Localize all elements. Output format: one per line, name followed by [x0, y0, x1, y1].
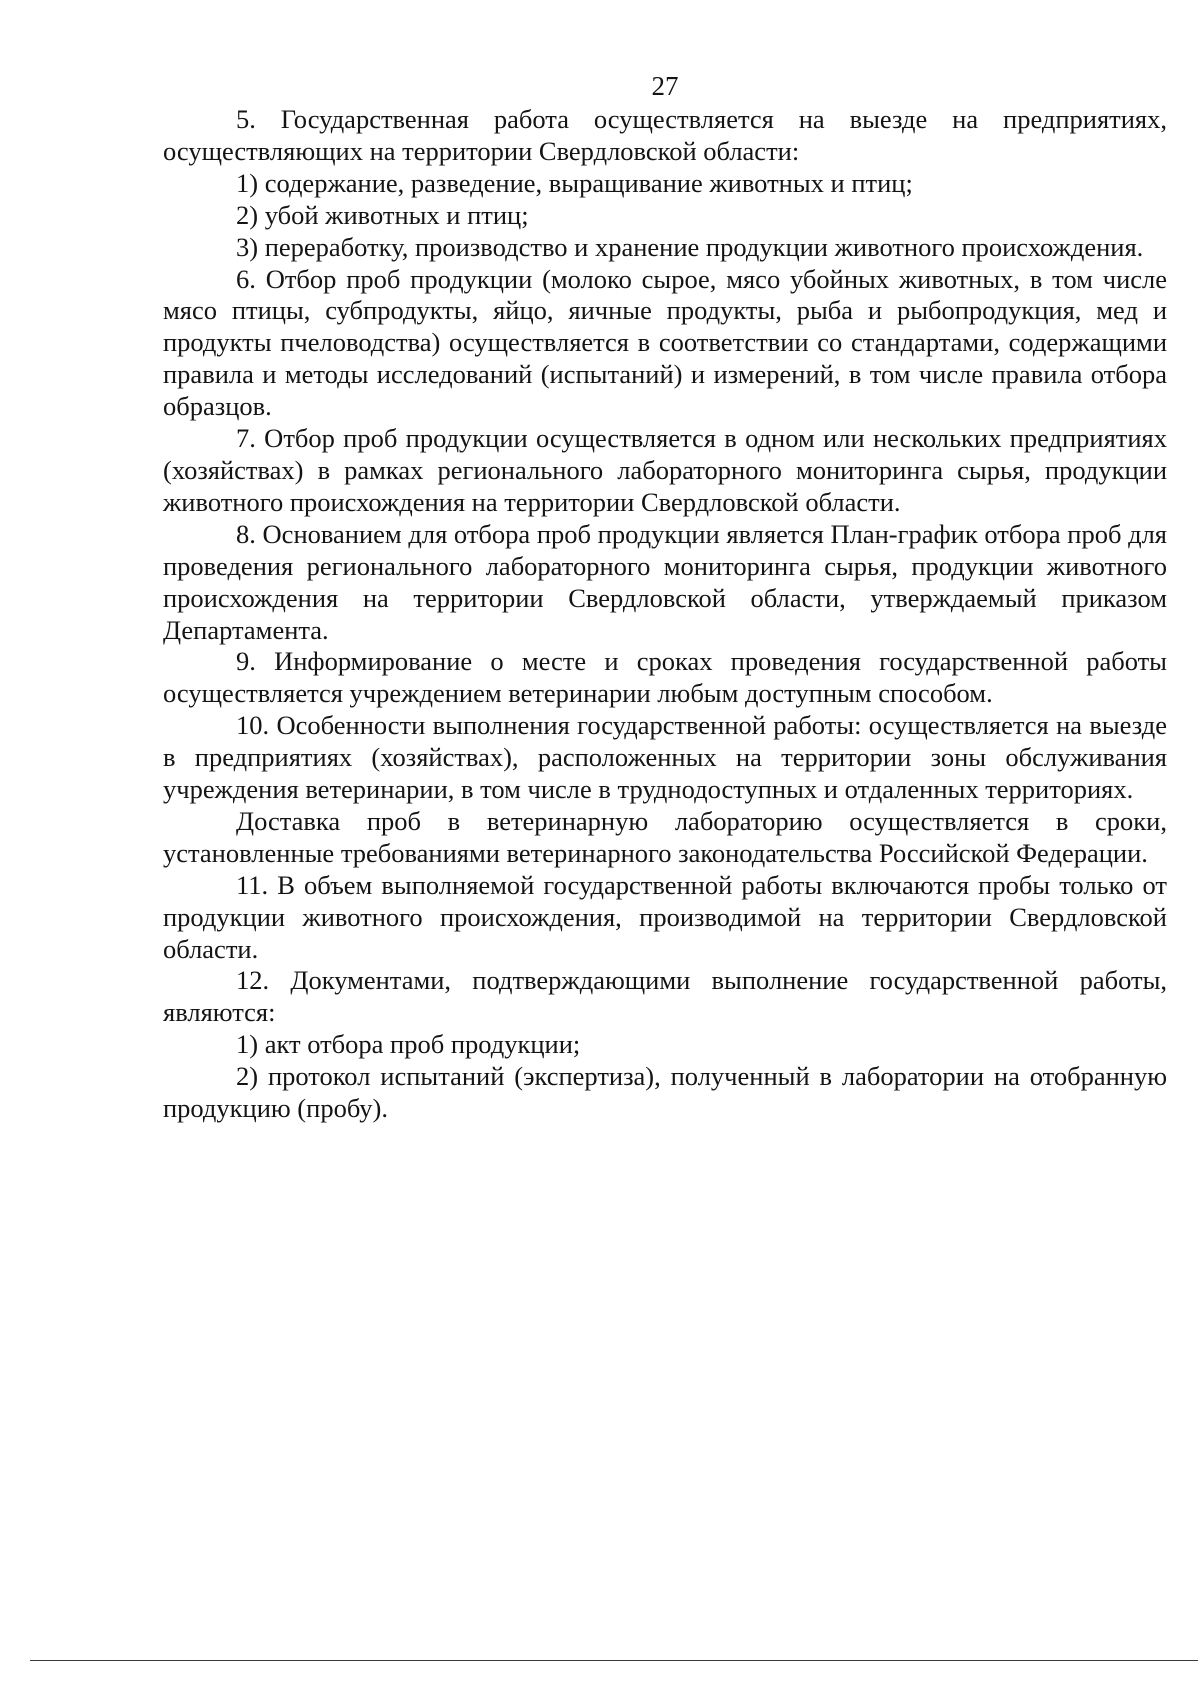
page-number: 27: [651, 71, 679, 101]
paragraph-11: 11. В объем выполняемой государственной работы включаются пробы только от продукции животного происхождения, производимой на территории Свердловской области.: [163, 869, 1167, 964]
list-item-12-1: 1) акт отбора проб продукции;: [236, 1029, 581, 1060]
paragraph-12: 12. Документами, подтверждающими выполнение государственной работы, являются:: [163, 965, 1167, 1028]
paragraph-5: 5. Государственная работа осуществляется на выезде на предприятиях, осуществляющих на территории Свердловской области:: [163, 104, 1167, 166]
footer-rule: [30, 1660, 1198, 1661]
paragraph-10-delivery: Доставка проб в ветеринарную лабораторию осуществляется в сроки, установленные требованиями ветеринарного законодательства Российской Федерации.: [163, 805, 1167, 868]
document-body: [163, 104, 1167, 1125]
paragraph-6: 6. Отбор проб продукции (молоко сырое, мясо убойных животных, в том числе мясо птицы, субпродукты, яйцо, яичные продукты, рыба и рыбопродукция, мед и продукты пчеловодства) осуществляется в соответствии со стандартами, содержащими правила и методы исследований (испытаний) и измерений, в том числе правила отбора образцов.: [163, 263, 1167, 422]
list-item-12-2: 2) протокол испытаний (экспертиза), полученный в лаборатории на отобранную продукцию (пробу).: [163, 1061, 1167, 1124]
paragraph-8: 8. Основанием для отбора проб продукции является План-график отбора проб для проведения регионального лабораторного мониторинга сырья, продукции животного происхождения на территории Свердловской области, утверждаемый приказом Департамента.: [163, 518, 1167, 645]
paragraph-7: 7. Отбор проб продукции осуществляется в одном или нескольких предприятиях (хозяйствах) в рамках регионального лабораторного мониторинга сырья, продукции животного происхождения на территории Свердловской области.: [163, 423, 1167, 517]
paragraph-9: 9. Информирование о месте и сроках проведения государственной работы осуществляется учреждением ветеринарии любым доступным способом.: [163, 646, 1167, 709]
list-item-5-2: 2) убой животных и птиц;: [236, 199, 529, 230]
list-item-5-3: 3) переработку, производство и хранение продукции животного происхождения.: [236, 231, 1144, 262]
paragraph-10: 10. Особенности выполнения государственной работы: осуществляется на выезде в предприятиях (хозяйствах), расположенных на территории зоны обслуживания учреждения ветеринарии, в том числе в труднодоступных и отдаленных территориях.: [163, 710, 1167, 805]
list-item-5-1: 1) содержание, разведение, выращивание животных и птиц;: [236, 167, 913, 198]
